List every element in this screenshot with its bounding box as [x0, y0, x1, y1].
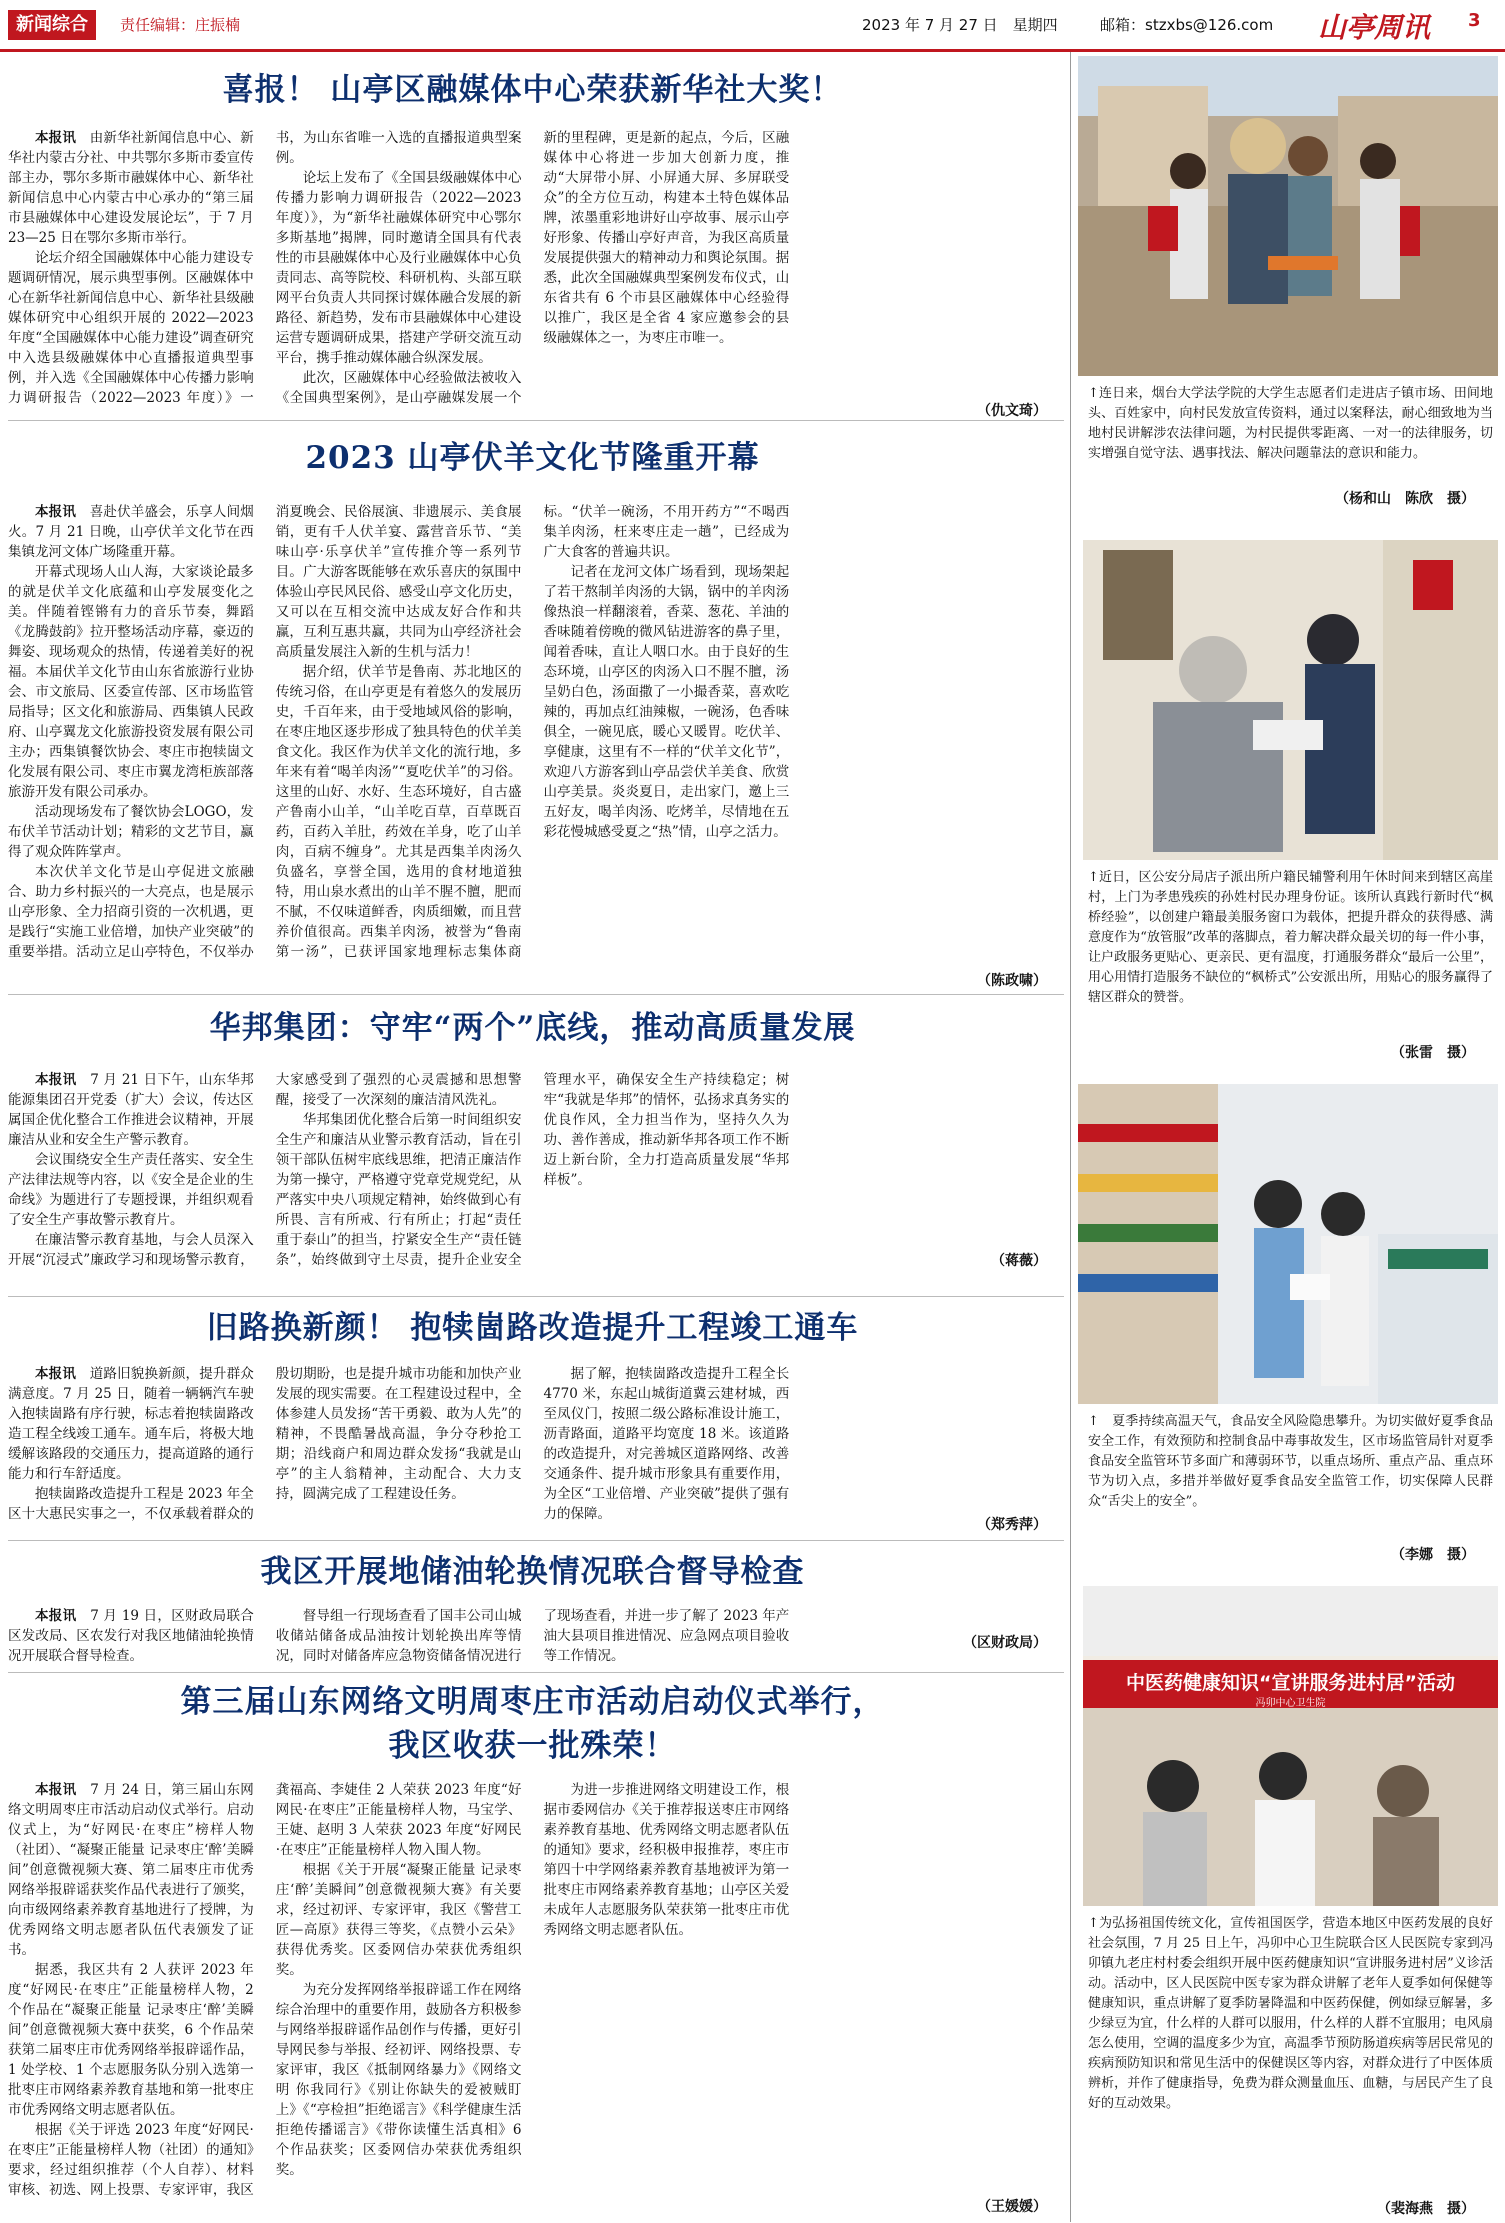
photo-caption: ↑连日来，烟台大学法学院的大学生志愿者们走进店子镇市场、田间地头、百姓家中，向村民发放宣传资料，通过以案释法，耐心细致地为当地村民讲解涉农法律问题，为村民提供零距离、一对一的法律服务，切实增强自觉守法、遇事找法、解决问题靠法的意识和能力。: [1088, 386, 1493, 461]
article-body: [8, 502, 1057, 972]
photo-caption: ↑近日，区公安分局店子派出所户籍民辅警利用午休时间来到辖区高崖村，上门为孝患残疾的孙姓村民办理身份证。该所认真践行新时代“枫桥经验”，以创建户籍最美服务窗口为载体，把提升群众的获得感、满意度作为“放管服”改革的落脚点，着力解决群众最关切的每一件小事，让户政服务更贴心、更亲民、更有温度，打通服务群众“最后一公里”，用心用情打造服务不缺位的“枫桥式”公安派出所，用贴心的服务赢得了辖区群众的赞誉。: [1088, 870, 1493, 1005]
column-divider: [1070, 52, 1071, 2222]
article-paragraph: 活动现场发布了餐饮协会LOGO，发布伏羊节活动计划；精彩的文艺节目，赢得了观众阵阵掌声。: [8, 804, 254, 860]
article-divider: [8, 994, 1064, 995]
article-text: 7 月 19 日，区财政局联合区发改局、区农发行对我区地储油轮换情况开展联合督导检查。: [8, 1608, 254, 1664]
photo-byline: （裴海燕 摄）: [1377, 2201, 1475, 2217]
article-paragraph: 根据《关于开展“凝聚正能量 记录枣庄‘醉’美瞬间”创意微视频大赛》有关要求，经过初评、专家评审，我区《警营工匠—高原》获得三等奖，《点赞小云朵》获得优秀奖。区委网信办荣获优秀组织奖。: [275, 1862, 522, 1978]
article-paragraph: 本次伏羊文化节是山亭促进文旅融合、助力乡村振兴的一大亮点，也是展示山亭形象、全力招商引资的一次机遇，更是践行“实施工业倍增，加快产业突破”的重要举措。活动立足山亭特色，不仅举办消夏晚会、民俗展演、非遗展示、美食展销，更有千人伏羊宴、露营音乐节、“美味山亭·乐享伏羊”宣传推介等一系列节目。广大游客既能够在欢乐喜庆的氛围中体验山亭民风民俗、感受山亭文化历史，又可以在互相交流中达成友好合作和共赢，互利互惠共赢，共同为山亭经济社会高质量发展注入新的生机与活力！: [8, 504, 522, 960]
photo-tcm-clinic: [1083, 1586, 1498, 1906]
photo-byline: （张雷 摄）: [1391, 1045, 1475, 1061]
lead-tag: 本报讯: [35, 1782, 77, 1798]
article-body: [8, 1780, 1057, 2200]
article-divider: [8, 1296, 1064, 1297]
article-byline: （区财政局）: [963, 1635, 1047, 1651]
article-body: [8, 1070, 1057, 1270]
article-text: 由新华社新闻信息中心、新华社内蒙古分社、中共鄂尔多斯市委宣传部主办，鄂尔多斯市融媒体中心、新华社新闻信息中心内蒙古中心承办的“第三届市县融媒体中心建设发展论坛”，于 7 月 23—25 日在鄂尔多斯市举行。: [8, 130, 254, 246]
article-network-civility: [0, 1674, 1065, 2220]
article-paragraph: 督导组一行现场查看了国丰公司山城收储站储备成品油按计划轮换出库等情况，同时对储备库应急物资储备情况进行了现场查看，并进一步了解了 2023 年产油大县项目推进情况、应急网点项目验收等工作情况。: [275, 1608, 790, 1664]
article-paragraph: 为进一步推进网络文明建设工作，根据市委网信办《关于推荐报送枣庄市网络素养教育基地、优秀网络文明志愿者队伍的通知》要求，经积极申报推荐，枣庄市第四十中学网络素养教育基地被评为第一批枣庄市网络素养教育基地；山亭区关爱未成年人志愿服务队荣获第一批枣庄市优秀网络文明志愿者队伍。: [543, 1782, 790, 1938]
article-paragraph: 记者在龙河文体广场看到，现场架起了若干熬制羊肉汤的大锅，锅中的羊肉汤像热浪一样翻滚着，香菜、葱花、羊油的香味随着傍晚的微风钻进游客的鼻子里，闻着香味，直让人咽口水。由于良好的生态环境，山亭区的肉汤入口不腥不膻，汤呈奶白色，汤面撒了一小撮香菜，喜欢吃辣的，再加点红油辣椒，一碗汤，色香味俱全，一碗见底，暖心又暖胃。吃伏羊、享健康，这里有不一样的“伏羊文化节”，欢迎八方游客到山亭品尝伏羊美食、欣赏山亭美景。炎炎夏日，走出家门，邀上三五好友，喝羊肉汤、吃烤羊，尽情地在五彩花慢城感受夏之“热”情，山亭之活力。: [543, 564, 790, 840]
article-paragraph: 此次，区融媒体中心经验做法被收入《全国典型案例》，是山亭融媒发展一个新的里程碑，更是新的起点，今后，区融媒体中心将进一步加大创新力度，推动“大屏带小屏、小屏通大屏、多屏联受众”的全方位互动，构建本土特色媒体品牌，浓墨重彩地讲好山亭故事、展示山亭好形象、传播山亭好声音，为我区高质量发展提供强大的精神动力和舆论氛围。据悉，此次全国融媒典型案例发布仪式，山东省共有 6 个市县区融媒体中心经验得以推广，我区是全省 4 家应邀参会的县级融媒体之一，为枣庄市唯一。: [275, 130, 790, 406]
article-paragraph: 论坛介绍全国融媒体中心能力建设专题调研情况，展示典型事例。区融媒体中心在新华社新闻信息中心、新华社县级融媒体研究中心组织开展的 2022—2023 年度“全国融媒体中心能力建设”调查研究中入选县级融媒体中心直播报道典型事例，并入选《全国融媒体中心传播力影响力调研报告（2022—2023 年度）》一书，为山东省唯一入选的直播报道典型案例。: [8, 130, 522, 406]
article-text: 7 月 24 日，第三届山东网络文明周枣庄市活动启动仪式举行。启动仪式上，为“好网民·在枣庄”榜样人物（社团）、“凝聚正能量 记录枣庄‘醉’美瞬间”创意微视频大赛、第二届枣庄市优秀网络举报辟谣获奖作品代表进行了颁奖，向市级网络素养教育基地进行了授牌，为优秀网络文明志愿者队伍代表颁发了证书。: [8, 1782, 254, 1958]
lead-tag: 本报讯: [35, 1072, 77, 1088]
editor-line: 责任编辑：庄振楠: [120, 16, 241, 34]
article-byline: （仇文琦）: [977, 403, 1047, 419]
article-body: [8, 128, 1057, 418]
article-oil-reserve: [0, 1542, 1065, 1670]
article-body: [8, 1606, 1057, 1668]
lead-tag: 本报讯: [35, 1608, 77, 1624]
article-byline: （郑秀萍）: [977, 1517, 1047, 1533]
article-headline: 旧路换新颜！ 抱犊崮路改造提升工程竣工通车: [206, 1310, 859, 1346]
lead-tag: 本报讯: [35, 130, 77, 146]
article-byline: （蒋薇）: [991, 1253, 1047, 1269]
issue-date: 2023 年 7 月 27 日 星期四: [862, 16, 1058, 34]
article-paragraph: 据悉，我区共有 2 人获评 2023 年度“好网民·在枣庄”正能量榜样人物，2 个作品在“凝聚正能量 记录枣庄‘醉’美瞬间”创意微视频大赛中获奖，6 个作品荣获第二届枣庄市优秀网络举报辟谣作品，1 处学校、1 个志愿服务队分别入选第一批枣庄市网络素养教育基地和第一批枣庄市优秀网络文明志愿者队伍。: [8, 1962, 254, 2118]
article-award: [0, 60, 1065, 420]
article-text: 7 月 21 日下午，山东华邦能源集团召开党委（扩大）会议，传达区属国企优化整合工作推进会议精神，开展廉洁从业和安全生产警示教育。: [8, 1072, 254, 1148]
article-text: 道路旧貌换新颜，提升群众满意度。7 月 25 日，随着一辆辆汽车驶入抱犊崮路有序行驶，标志着抱犊崮路改造工程全线竣工通车。通车后，将极大地缓解该路段的交通压力，提高道路的通行能力和行车舒适度。: [8, 1366, 254, 1482]
article-paragraph: 华邦集团优化整合后第一时间组织安全生产和廉洁从业警示教育活动，旨在引领干部队伍树牢底线思维，把清正廉洁作为第一操守，严格遵守党章党规党纪，从严落实中央八项规定精神，始终做到心有所畏、言有所戒、行有所止；打起“责任重于泰山”的担当，拧紧安全生产“责任链条”，始终做到守土尽责，提升企业安全管理水平，确保安全生产持续稳定；树牢“我就是华邦”的情怀，弘扬求真务实的优良作风，全力担当作为，坚持久久为功、善作善成，推动新华邦各项工作不断迈上新台阶，全力打造高质量发展“华邦样板”。: [275, 1072, 790, 1268]
article-headline: 我区开展地储油轮换情况联合督导检查: [260, 1554, 805, 1590]
article-huabang: [0, 996, 1065, 1294]
article-paragraph: 据介绍，伏羊节是鲁南、苏北地区的传统习俗，在山亭更是有着悠久的发展历史，千百年来，由于受地域风俗的影响，在枣庄地区逐步形成了独具特色的伏羊美食文化。我区作为伏羊文化的流行地，多年来有着“喝羊肉汤”“夏吃伏羊”的习俗。这里的山好、水好、生态环境好，自古盛产鲁南小山羊，“山羊吃百草，百草既百药，百药入羊肚，药效在羊身，吃了山羊肉，百病不缠身”。尤其是西集羊肉汤久负盛名，享誉全国，选用的食材地道独特，用山泉水煮出的山羊不腥不膻，肥而不腻，不仅味道鲜香，肉质细嫩，而且营养价值很高。西集羊肉汤，被誉为“鲁南第一汤”，已获评国家地理标志集体商标。“伏羊一碗汤，不用开药方”“不喝西集羊肉汤，枉来枣庄走一趟”，已经成为广大食客的普遍共识。: [275, 504, 790, 960]
article-body: [8, 1364, 1057, 1524]
lead-tag: 本报讯: [35, 1366, 77, 1382]
photo-police-service: [1083, 540, 1498, 860]
photo-legal-volunteers: [1078, 56, 1498, 376]
article-byline: （王媛媛）: [977, 2199, 1047, 2215]
article-road: [0, 1298, 1065, 1538]
photo-food-safety: [1078, 1084, 1498, 1404]
article-divider: [8, 420, 1064, 421]
article-divider: [8, 1540, 1064, 1541]
article-paragraph: 根据《关于评选 2023 年度“好网民·在枣庄”正能量榜样人物（社团）的通知》要求，经过组织推荐（个人自荐）、材料审核、初选、网上投票、专家评审，我区龚福高、李婕佳 2 人荣获 2023 年度“好网民·在枣庄”正能量榜样人物，马宝学、王婕、赵明 3 人荣获 2023 年度“好网民·在枣庄”正能量榜样人物入围人物。: [8, 1782, 522, 2198]
photo-banner-sub: 冯卯中心卫生院: [1255, 1698, 1326, 1709]
article-headline: 2023 山亭伏羊文化节隆重开幕: [305, 440, 760, 476]
article-paragraph: 为充分发挥网络举报辟谣工作在网络综合治理中的重要作用，鼓励各方积极参与网络举报辟谣作品创作与传播，更好引导网民参与举报、经初评、网络投票、专家评审，我区《抵制网络暴力》《网络文明 你我同行》《别让你缺失的爱被贼盯上》《“亭检担”拒绝谣言》《科学健康生活 拒绝传播谣言》《带你读懂生活真相》6 个作品获奖；区委网信办荣获优秀组织奖。: [275, 1982, 522, 2178]
photo-byline: （李娜 摄）: [1391, 1547, 1475, 1563]
article-paragraph: 在廉洁警示教育基地，与会人员深入开展“沉浸式”廉政学习和现场警示教育，大家感受到了强烈的心灵震撼和思想警醒，接受了一次深刻的廉洁清风洗礼。: [8, 1072, 522, 1268]
newspaper-logo: 山亭周讯: [1318, 11, 1431, 44]
photo-byline: （杨和山 陈欣 摄）: [1335, 491, 1475, 507]
article-byline: （陈政啸）: [977, 973, 1047, 989]
photo-banner: 中医药健康知识“宣讲服务进村居”活动: [1126, 1672, 1455, 1694]
email-line: 邮箱：stzxbs@126.com: [1100, 16, 1274, 34]
article-text: 喜赴伏羊盛会，乐享人间烟火。7 月 21 日晚，山亭伏羊文化节在西集镇龙河文体广场隆重开幕。: [8, 504, 254, 560]
article-headline: 华邦集团：守牢“两个”底线，推动高质量发展: [209, 1010, 856, 1046]
article-paragraph: 据了解，抱犊崮路改造提升工程全长 4770 米，东起山城街道冀云建材城，西至凤仪门，按照二级公路标准设计施工，沥青路面，道路平均宽度 18 米。该道路的改造提升，对完善城区道路网络、改善交通条件、提升城市形象具有重要作用，为全区“工业倍增、产业突破”提供了强有力的保障。: [543, 1366, 790, 1522]
article-paragraph: 开幕式现场人山人海，大家谈论最多的就是伏羊文化底蕴和山亭发展变化之美。伴随着铿锵有力的音乐节奏，舞蹈《龙腾鼓韵》拉开整场活动序幕，豪迈的舞姿、现场观众的热情，传递着美好的祝福。本届伏羊文化节由山东省旅游行业协会、市文旅局、区委宣传部、区市场监管局指导；区文化和旅游局、西集镇人民政府、山亭翼龙文化旅游投资发展有限公司主办；西集镇餐饮协会、枣庄市抱犊崮文化发展有限公司、枣庄市翼龙湾柜族部落旅游开发有限公司承办。: [8, 564, 254, 800]
section-tag: 新闻综合: [8, 10, 96, 40]
article-paragraph: 论坛上发布了《全国县级融媒体中心传播力影响力调研报告（2022—2023 年度）》，为“新华社融媒体研究中心鄂尔多斯基地”揭牌，同时邀请全国具有代表性的市县融媒体中心及行业融媒体中心负责同志、高等院校、科研机构、头部互联网平台负责人共同探讨媒体融合发展的新路径、新趋势，发布市县融媒体中心建设运营专题调研成果，搭建产学研交流互动平台，携手推动媒体融合纵深发展。: [275, 170, 522, 366]
photo-caption: ↑为弘扬祖国传统文化，宣传祖国医学，营造本地区中医药发展的良好社会氛围，7 月 25 日上午，冯卯中心卫生院联合区人民医院专家到冯卯镇九老庄村村委会组织开展中医药健康知识“宣讲服务进村居”义诊活动。活动中，区人民医院中医专家为群众讲解了老年人夏季如何保健等健康知识，重点讲解了夏季防暑降温和中医药保健，例如绿豆解暑，多少绿豆为宜，什么样的人群可以服用，什么样的人群不宜服用；电风扇怎么使用，空调的温度多少为宜，高温季节预防肠道疾病等居民常见的疾病预防知识和常见生活中的保健误区等内容，对群众进行了中医体质辨析，并作了健康指导，免费为群众测量血压、血糖，与居民产生了良好的互动效果。: [1088, 1916, 1493, 2111]
article-headline-line2: 我区收获一批殊荣！: [388, 1728, 677, 1764]
article-divider: [8, 1672, 1064, 1673]
article-headline: 第三届山东网络文明周枣庄市活动启动仪式举行，: [180, 1684, 885, 1720]
article-headline: 喜报！ 山亭区融媒体中心荣获新华社大奖！: [222, 72, 843, 108]
photo-caption: ↑ 夏季持续高温天气，食品安全风险隐患攀升。为切实做好夏季食品安全工作，有效预防和控制食品中毒事故发生，区市场监管局针对夏季食品安全监管环节多面广和薄弱环节，以重点场所、重点产品、重点环节为切入点，多措并举做好夏季食品安全监管工作，切实保障人民群众“舌尖上的安全”。: [1088, 1414, 1493, 1509]
page-number: 3: [1468, 10, 1481, 31]
article-paragraph: 抱犊崮路改造提升工程是 2023 年全区十大惠民实事之一，不仅承载着群众的殷切期盼，也是提升城市功能和加快产业发展的现实需要。在工程建设过程中，全体参建人员发扬“苦干勇毅、敢为人先”的精神，不畏酷暑战高温，争分夺秒抢工期；沿线商户和周边群众发扬“我就是山亭”的主人翁精神，主动配合、大力支持，圆满完成了工程建设任务。: [8, 1366, 522, 1522]
article-paragraph: 会议围绕安全生产责任落实、安全生产法律法规等内容，以《安全是企业的生命线》为题进行了专题授课，并组织观看了安全生产事故警示教育片。: [8, 1152, 254, 1228]
page-header: [0, 0, 1505, 52]
article-sheep-festival: [0, 422, 1065, 992]
lead-tag: 本报讯: [35, 504, 77, 520]
